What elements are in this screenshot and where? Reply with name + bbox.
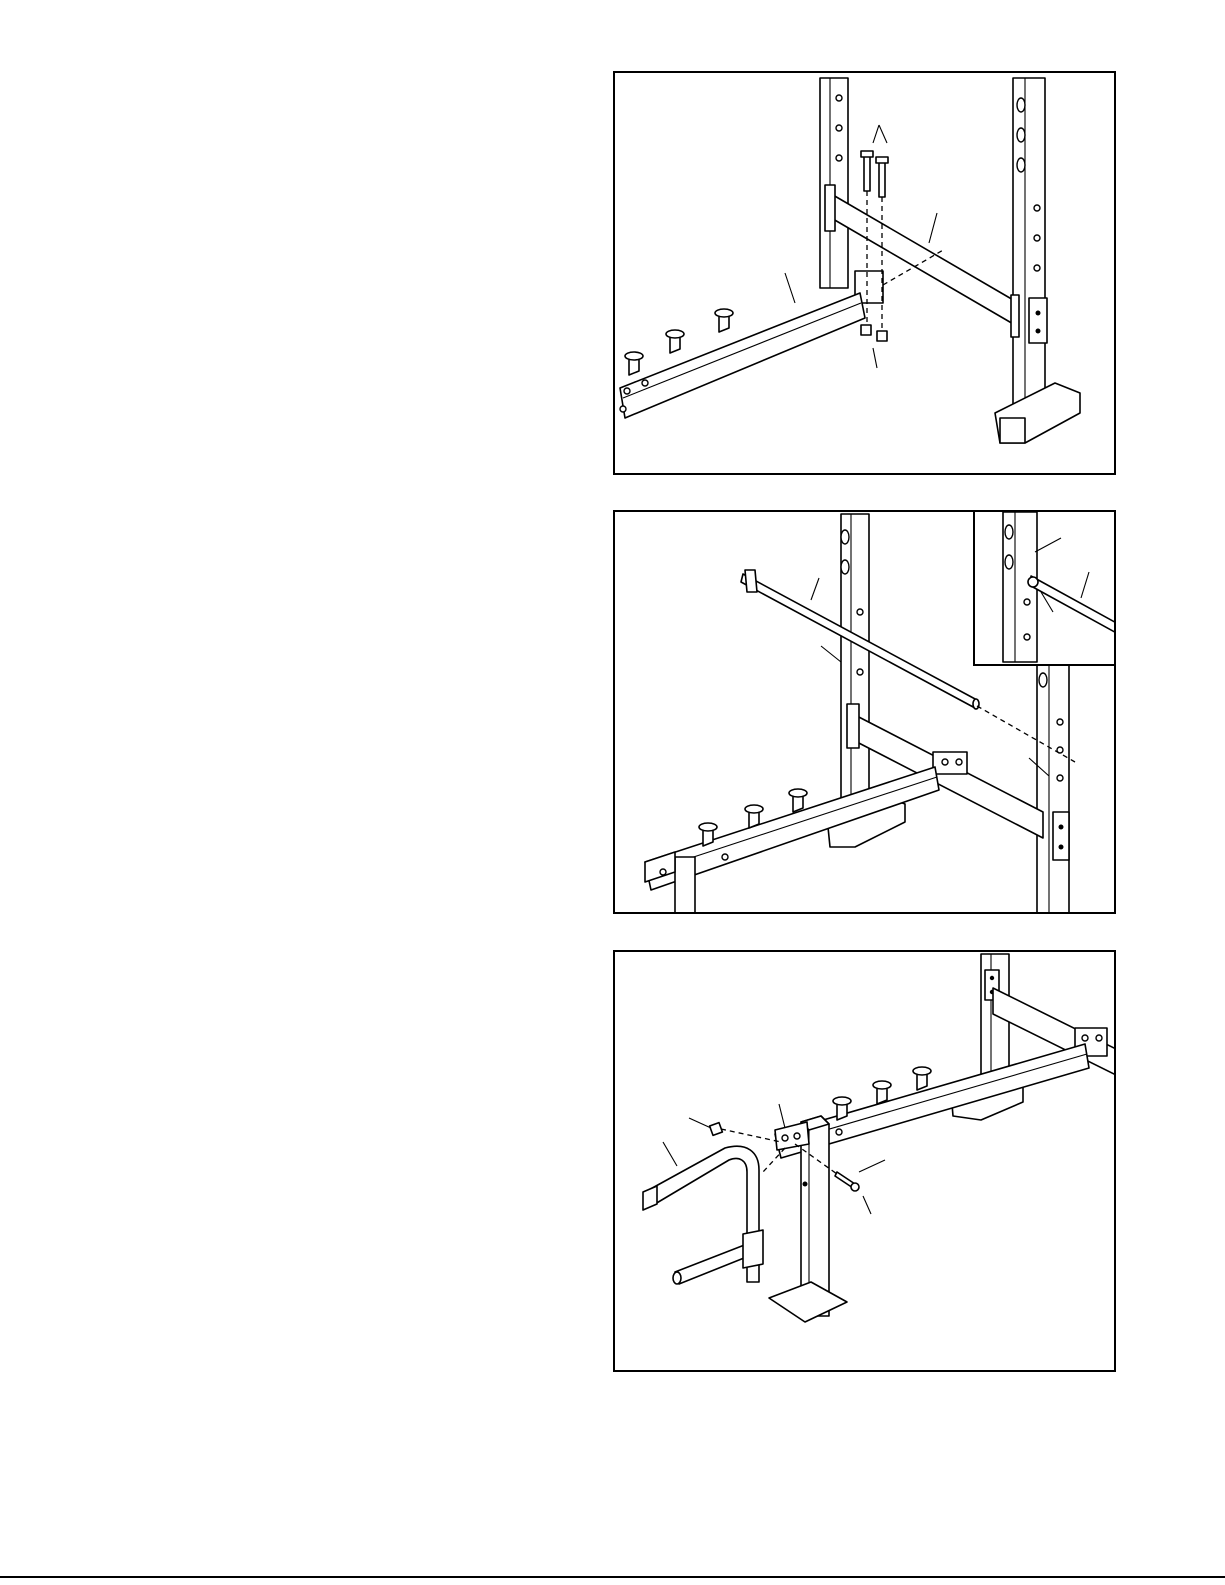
detail-inset-drawing — [975, 512, 1116, 666]
assembly-figure-3 — [613, 950, 1116, 1372]
footer-rule — [0, 1576, 1225, 1578]
instruction-text-column — [40, 60, 580, 1360]
leg-lever — [643, 1146, 763, 1284]
left-upright — [841, 514, 869, 804]
assembly-figure-2 — [613, 510, 1116, 914]
detail-inset — [973, 510, 1116, 666]
figure-3-drawing — [615, 952, 1116, 1372]
assembly-figure-1 — [613, 71, 1116, 475]
right-upright — [1013, 78, 1047, 418]
left-upright — [820, 78, 848, 288]
right-upright — [1037, 662, 1069, 914]
figure-1-drawing — [615, 73, 1116, 475]
